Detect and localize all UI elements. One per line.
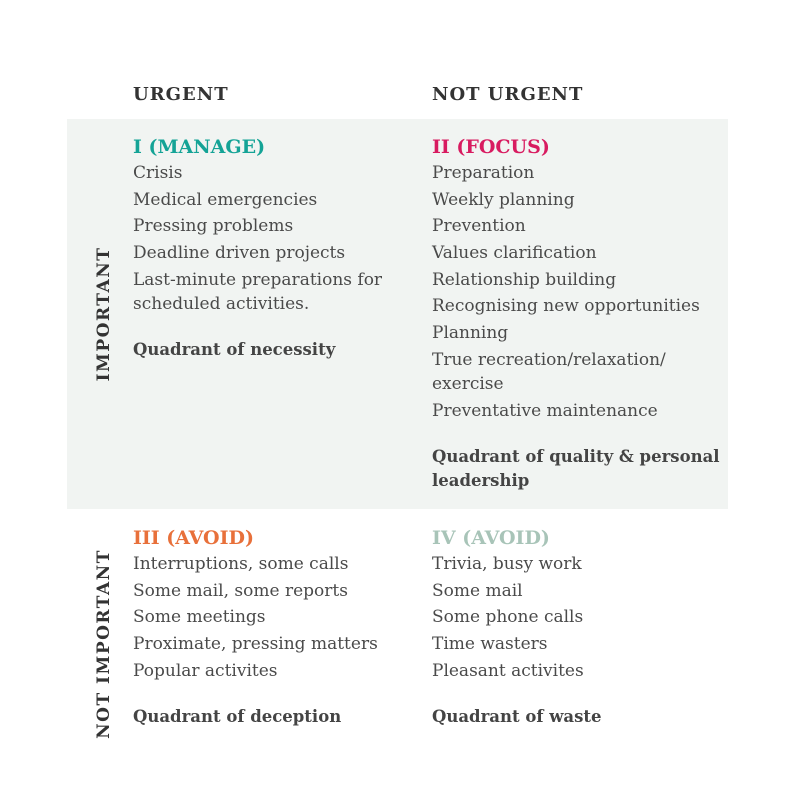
- list-item: Crisis: [133, 163, 183, 183]
- column-header-urgent: URGENT: [133, 84, 229, 105]
- list-item: Relationship building: [432, 269, 617, 290]
- quadrant-item-list: [133, 161, 408, 316]
- quadrant-title: I (MANAGE): [133, 136, 266, 158]
- list-item: Popular activites: [133, 660, 278, 681]
- quadrant-summary: Quadrant of necessity: [133, 339, 336, 359]
- list-item: Planning: [432, 323, 509, 344]
- list-item: Trivia, busy work: [432, 554, 582, 574]
- quadrant-item-list: [432, 552, 722, 683]
- quadrant-item-list: [133, 552, 408, 683]
- quadrant-title: II (FOCUS): [432, 136, 550, 158]
- quadrant-summary: Quadrant of deception: [133, 706, 342, 726]
- column-header-not-urgent: NOT URGENT: [432, 84, 584, 105]
- quadrant-summary: Quadrant of waste: [432, 706, 602, 726]
- list-item: True recreation/relaxation/ exercise: [432, 349, 666, 394]
- list-item: Some mail: [432, 580, 523, 601]
- list-item: Some mail, some reports: [133, 580, 348, 601]
- list-item: Weekly planning: [432, 189, 575, 210]
- list-item: Proximate, pressing matters: [133, 634, 378, 655]
- row-label-important: IMPORTANT: [94, 246, 114, 382]
- quadrant-manage: [133, 134, 408, 362]
- list-item: Prevention: [432, 216, 526, 237]
- quadrant-title: III (AVOID): [133, 527, 254, 549]
- quadrant-avoid-iii: [133, 525, 408, 729]
- list-item: Some meetings: [133, 607, 266, 628]
- quadrant-focus: [432, 134, 722, 493]
- quadrant-item-list: [432, 161, 722, 423]
- list-item: Pleasant activites: [432, 660, 584, 681]
- list-item: Some phone calls: [432, 607, 584, 628]
- list-item: Time wasters: [432, 634, 548, 655]
- list-item: Deadline driven projects: [133, 243, 346, 264]
- quadrant-title: IV (AVOID): [432, 527, 550, 549]
- list-item: Medical emergencies: [133, 189, 318, 210]
- list-item: Preventative maintenance: [432, 400, 658, 421]
- list-item: Interruptions, some calls: [133, 554, 349, 574]
- list-item: Recognising new opportunities: [432, 296, 700, 317]
- list-item: Preparation: [432, 163, 535, 183]
- row-label-not-important: NOT IMPORTANT: [94, 549, 114, 739]
- list-item: Last-minute preparations for scheduled activities.: [133, 269, 383, 314]
- quadrant-avoid-iv: [432, 525, 722, 729]
- list-item: Pressing problems: [133, 216, 294, 237]
- quadrant-summary: Quadrant of quality & personal leadership: [432, 446, 720, 490]
- list-item: Values clarification: [432, 243, 597, 264]
